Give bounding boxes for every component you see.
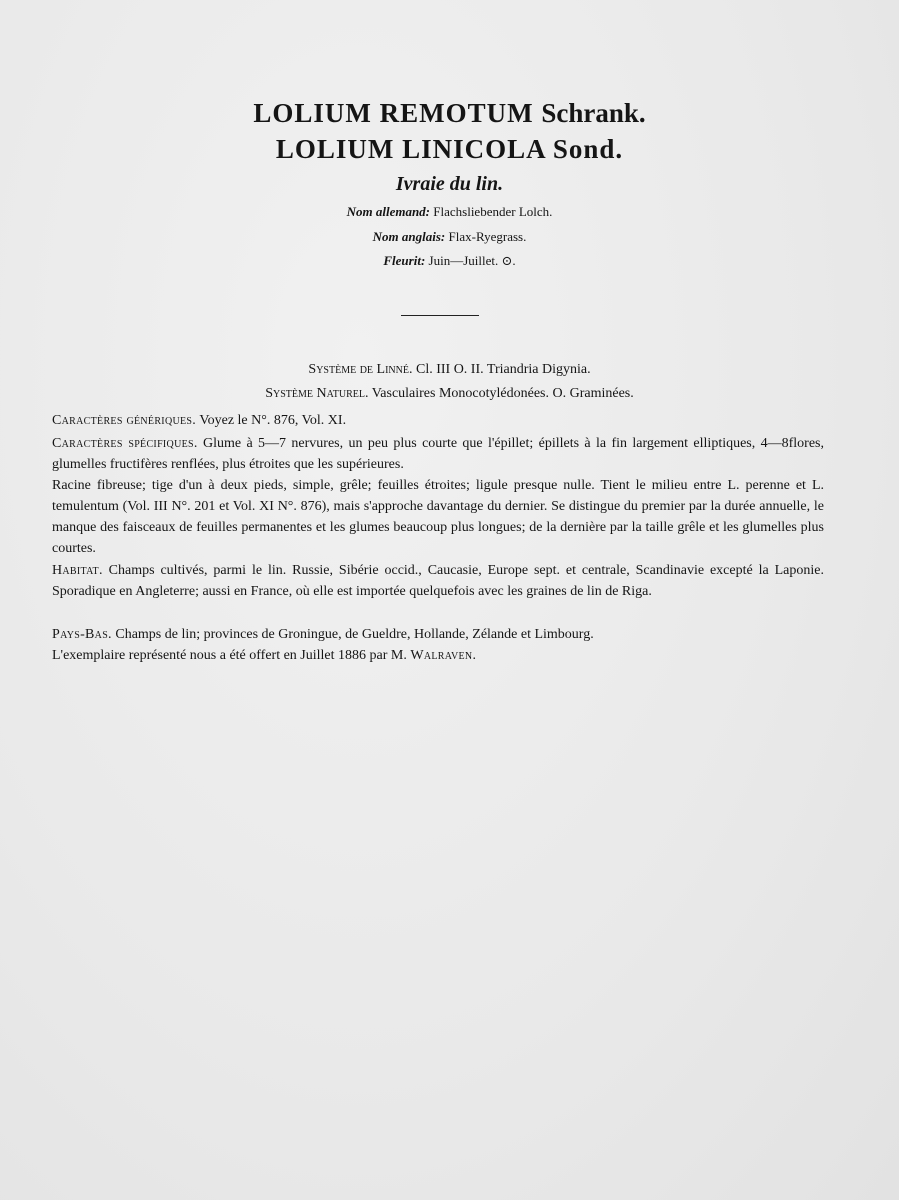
netherlands-paragraph — [52, 624, 824, 645]
english-name-label: Nom anglais: — [372, 229, 446, 244]
species-author-2: Sond. — [552, 134, 624, 164]
species-name-2: LOLIUM LINICOLA — [275, 134, 546, 164]
english-name-line — [0, 229, 899, 245]
natural-system-line — [0, 386, 899, 402]
natural-system-value: Vasculaires Monocotylédonées. O. Graminées. — [371, 386, 634, 401]
title-line-1 — [0, 98, 899, 129]
english-name-value: Flax-Ryegrass. — [448, 229, 527, 244]
title-line-2 — [0, 134, 899, 165]
german-name-label: Nom allemand: — [346, 204, 431, 219]
specimen-text: L'exemplaire représenté nous a été offert en Juillet 1886 par M. — [52, 648, 407, 663]
generic-characters-label: Caractères génériques. — [52, 413, 197, 428]
habitat-text: Champs cultivés, parmi le lin. Russie, Sibérie occid., Caucasie, Europe sept. et centrale, Scandinavie excepté la Laponie. Sporadique en Angleterre; aussi en France, où elle est importée quelquefois avec les graines de lin de Riga. — [52, 563, 824, 599]
species-name-1: LOLIUM REMOTUM — [253, 98, 534, 128]
generic-characters-text: Voyez le N°. 876, Vol. XI. — [199, 413, 347, 428]
linne-system-value: Cl. III O. II. Triandria Digynia. — [415, 362, 591, 377]
netherlands-label: Pays-Bas. — [52, 627, 112, 642]
specific-characters-text: Glume à 5—7 nervures, un peu plus courte que l'épillet; épillets à la fin largement elliptiques, 4—8flores, glumelles fructifères renflées, plus étroites que les supérieures. — [52, 436, 824, 472]
common-name: Ivraie du lin. — [395, 173, 504, 195]
specimen-paragraph — [52, 645, 824, 666]
flowering-value: Juin—Juillet. ⊙. — [428, 253, 516, 268]
linne-system-line — [0, 362, 899, 378]
german-name-line — [0, 204, 899, 220]
specific-characters-paragraph — [52, 433, 824, 475]
divider-rule — [401, 315, 479, 316]
netherlands-text: Champs de lin; provinces de Groningue, de Gueldre, Hollande, Zélande et Limbourg. — [115, 627, 594, 642]
german-name-value: Flachsliebender Lolch. — [433, 204, 553, 219]
description-paragraph — [52, 475, 824, 559]
specimen-donor-name: Walraven. — [410, 648, 477, 663]
habitat-label: Habitat. — [52, 563, 103, 578]
natural-system-label: Système Naturel. — [265, 386, 369, 401]
linne-system-label: Système de Linné. — [308, 362, 413, 377]
species-author-1: Schrank. — [541, 98, 646, 128]
flowering-line — [0, 253, 899, 269]
specific-characters-label: Caractères spécifiques. — [52, 436, 198, 451]
description-text: Racine fibreuse; tige d'un à deux pieds, simple, grêle; feuilles étroites; ligule presque nulle. Tient le milieu entre L. perenne et L. temulentum (Vol. III N°. 201 et Vol. XI N°. 876), mais s'approche davantage du dernier. Se distingue du premier par la durée annuelle, le manque des faisceaux de feuilles permanentes et les glumes beaucoup plus longues; de la dernière par la taille grêle et les glumelles plus courtes. — [52, 478, 824, 556]
generic-characters-paragraph — [52, 410, 824, 431]
flowering-label: Fleurit: — [383, 253, 426, 268]
habitat-paragraph — [52, 560, 824, 602]
